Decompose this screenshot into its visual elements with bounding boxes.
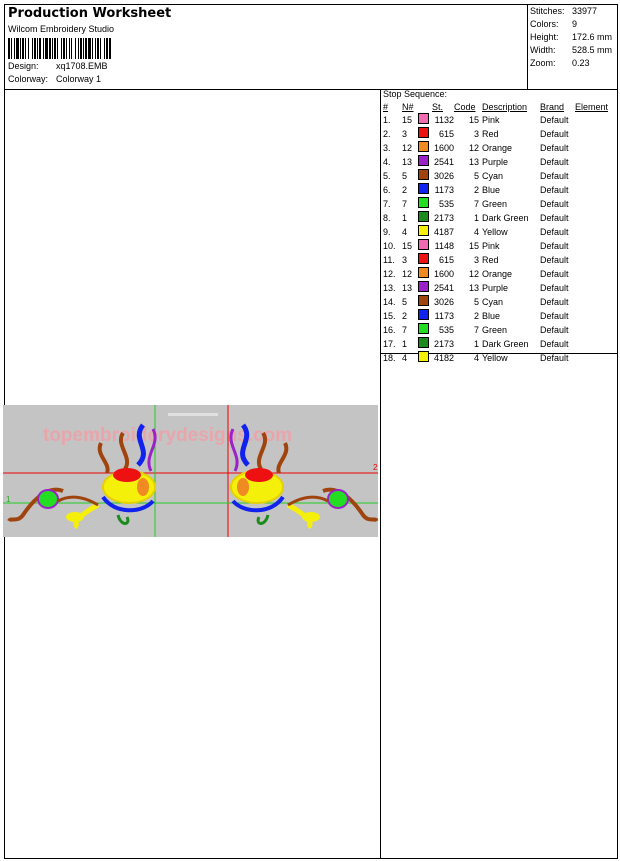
row-element (575, 281, 615, 295)
row-code: 3 (473, 254, 479, 265)
row-description: Yellow (482, 352, 508, 363)
row-element (575, 253, 615, 267)
stat-value: 528.5 mm (572, 45, 613, 55)
color-swatch-icon (418, 141, 429, 152)
color-swatch-icon (418, 323, 429, 334)
design-value: xq1708.EMB (56, 61, 108, 71)
stat-colors (530, 19, 577, 29)
table-row (381, 183, 615, 197)
row-needle: 1 (402, 212, 408, 223)
row-brand: Default (540, 170, 569, 181)
row-brand: Default (540, 114, 569, 125)
table-row (381, 113, 615, 127)
color-swatch-icon (418, 239, 429, 250)
color-swatch-icon (418, 225, 429, 236)
design-preview (5, 89, 381, 859)
row-brand: Default (540, 128, 569, 139)
row-index: 7. (383, 198, 391, 209)
row-code: 5 (473, 296, 479, 307)
row-stitches: 3026 (433, 296, 454, 307)
row-brand: Default (540, 212, 569, 223)
row-element (575, 141, 615, 155)
row-swatch (418, 211, 432, 225)
row-stitches: 1148 (434, 240, 454, 251)
row-stitches: 2541 (433, 282, 454, 293)
row-description: Pink (482, 114, 500, 125)
row-code: 12 (468, 268, 479, 279)
row-description: Red (482, 254, 499, 265)
table-row (381, 253, 615, 267)
row-stitches: 535 (438, 198, 454, 209)
row-stitches: 2173 (433, 338, 454, 349)
worksheet-header (5, 5, 617, 90)
row-swatch (418, 155, 432, 169)
color-swatch-icon (418, 309, 429, 320)
row-code: 2 (473, 310, 479, 321)
stop-sequence-panel (381, 89, 617, 363)
color-swatch-icon (418, 211, 429, 222)
table-row (381, 351, 615, 365)
row-swatch (418, 337, 432, 351)
stat-stitches (530, 6, 597, 16)
row-description: Orange (482, 268, 513, 279)
row-description: Red (482, 128, 499, 139)
row-index: 3. (383, 142, 391, 153)
row-description: Green (482, 324, 508, 335)
col-header-brand: Brand (540, 102, 565, 112)
col-header-swatch (418, 101, 432, 113)
row-index: 1. (383, 114, 391, 125)
row-index: 4. (383, 156, 391, 167)
row-brand: Default (540, 240, 569, 251)
row-stitches: 4187 (433, 226, 454, 237)
row-brand: Default (540, 324, 569, 335)
row-stitches: 4182 (433, 352, 454, 363)
row-stitches: 1173 (434, 184, 454, 195)
row-brand: Default (540, 296, 569, 307)
row-needle: 1 (402, 338, 408, 349)
color-swatch-icon (418, 127, 429, 138)
color-swatch-icon (418, 267, 429, 278)
row-description: Cyan (482, 170, 504, 181)
row-swatch (418, 253, 432, 267)
row-code: 13 (468, 282, 479, 293)
row-index: 14. (383, 296, 396, 307)
table-row (381, 197, 615, 211)
row-needle: 2 (402, 184, 408, 195)
row-swatch (418, 225, 432, 239)
stat-value: 33977 (572, 6, 598, 16)
barcode-graphic (8, 38, 136, 59)
row-brand: Default (540, 268, 569, 279)
row-description: Purple (482, 156, 509, 167)
colorway-value: Colorway 1 (56, 74, 102, 84)
row-swatch (418, 351, 432, 365)
software-name: Wilcom Embroidery Studio (8, 24, 115, 34)
row-element (575, 183, 615, 197)
row-swatch (418, 295, 432, 309)
row-swatch (418, 183, 432, 197)
row-stitches: 535 (438, 324, 454, 335)
row-index: 13. (383, 282, 396, 293)
row-needle: 15 (402, 114, 413, 125)
design-canvas (3, 405, 378, 537)
row-index: 9. (383, 226, 391, 237)
row-stitches: 3026 (433, 170, 454, 181)
marker-2: 2 (373, 463, 378, 472)
row-code: 12 (468, 142, 479, 153)
row-brand: Default (540, 282, 569, 293)
table-row (381, 337, 615, 351)
row-needle: 3 (402, 254, 408, 265)
row-swatch (418, 281, 432, 295)
table-row (381, 309, 615, 323)
row-brand: Default (540, 338, 569, 349)
table-row (381, 323, 615, 337)
row-description: Blue (482, 310, 501, 321)
stat-label: Zoom: (530, 58, 556, 68)
production-worksheet (4, 4, 618, 859)
col-header-needle: N# (402, 102, 414, 112)
row-index: 16. (383, 324, 396, 335)
row-needle: 13 (402, 156, 413, 167)
row-element (575, 323, 615, 337)
row-index: 8. (383, 212, 391, 223)
row-brand: Default (540, 156, 569, 167)
table-header-row (381, 101, 615, 113)
stop-sequence-table (381, 101, 615, 365)
stat-label: Colors: (530, 19, 559, 29)
stop-sequence-title: Stop Sequence: (383, 89, 448, 99)
row-swatch (418, 197, 432, 211)
col-header-description: Description (482, 102, 528, 112)
row-swatch (418, 141, 432, 155)
row-needle: 5 (402, 170, 408, 181)
row-element (575, 127, 615, 141)
stat-zoom (530, 58, 590, 68)
row-stitches: 615 (438, 254, 454, 265)
row-needle: 15 (402, 240, 413, 251)
row-code: 4 (473, 352, 479, 363)
row-description: Dark Green (482, 212, 529, 223)
row-stitches: 1173 (434, 310, 454, 321)
page-title: Production Worksheet (8, 6, 172, 21)
colorway-row (8, 74, 101, 84)
row-description: Cyan (482, 296, 504, 307)
row-brand: Default (540, 226, 569, 237)
row-element (575, 225, 615, 239)
row-index: 6. (383, 184, 391, 195)
row-brand: Default (540, 352, 569, 363)
row-index: 18. (383, 352, 396, 363)
marker-1: 1 (6, 495, 11, 504)
stat-width (530, 45, 612, 55)
embroidery-design-image (3, 405, 378, 537)
color-swatch-icon (418, 337, 429, 348)
stat-label: Width: (530, 45, 556, 55)
row-description: Dark Green (482, 338, 529, 349)
design-label: Design: (8, 61, 39, 71)
table-row (381, 239, 615, 253)
row-code: 3 (473, 128, 479, 139)
row-index: 10. (383, 240, 396, 251)
color-swatch-icon (418, 197, 429, 208)
color-swatch-icon (418, 113, 429, 124)
row-code: 1 (473, 338, 479, 349)
row-needle: 4 (402, 226, 408, 237)
table-row (381, 281, 615, 295)
row-stitches: 615 (438, 128, 454, 139)
row-needle: 7 (402, 324, 408, 335)
row-code: 5 (473, 170, 479, 181)
row-description: Yellow (482, 226, 508, 237)
row-brand: Default (540, 254, 569, 265)
row-swatch (418, 239, 432, 253)
color-swatch-icon (418, 281, 429, 292)
row-needle: 5 (402, 296, 408, 307)
row-element (575, 351, 615, 365)
design-row (8, 61, 108, 71)
colorway-label: Colorway: (8, 74, 49, 84)
table-row (381, 169, 615, 183)
row-element (575, 239, 615, 253)
row-brand: Default (540, 142, 569, 153)
row-code: 13 (468, 156, 479, 167)
watermark-text: topembroiderydesigns.com (43, 425, 293, 446)
row-code: 2 (473, 184, 479, 195)
row-element (575, 211, 615, 225)
row-needle: 4 (402, 352, 408, 363)
color-swatch-icon (418, 253, 429, 264)
row-code: 4 (473, 226, 479, 237)
stat-value: 9 (572, 19, 578, 29)
row-stitches: 2541 (433, 156, 454, 167)
row-brand: Default (540, 198, 569, 209)
col-header-element: Element (575, 102, 609, 112)
row-swatch (418, 267, 432, 281)
row-needle: 13 (402, 282, 413, 293)
row-index: 5. (383, 170, 391, 181)
row-index: 2. (383, 128, 391, 139)
row-needle: 7 (402, 198, 408, 209)
stat-label: Stitches: (530, 6, 565, 16)
row-element (575, 113, 615, 127)
col-header-code: Code (454, 102, 476, 112)
row-needle: 2 (402, 310, 408, 321)
row-description: Orange (482, 142, 513, 153)
row-stitches: 1600 (433, 268, 454, 279)
table-row (381, 127, 615, 141)
col-header-stitches: St. (432, 102, 444, 112)
row-needle: 3 (402, 128, 408, 139)
row-description: Pink (482, 240, 500, 251)
stat-value: 0.23 (572, 58, 590, 68)
row-swatch (418, 113, 432, 127)
row-element (575, 169, 615, 183)
table-row (381, 225, 615, 239)
row-code: 15 (468, 240, 479, 251)
row-index: 12. (383, 268, 396, 279)
row-element (575, 309, 615, 323)
table-row (381, 211, 615, 225)
row-code: 7 (473, 324, 479, 335)
row-stitches: 1600 (433, 142, 454, 153)
color-swatch-icon (418, 169, 429, 180)
col-header-index: # (383, 102, 389, 112)
stat-height (530, 32, 612, 42)
color-swatch-icon (418, 155, 429, 166)
row-swatch (418, 309, 432, 323)
row-brand: Default (540, 184, 569, 195)
row-needle: 12 (402, 142, 413, 153)
row-element (575, 295, 615, 309)
row-element (575, 197, 615, 211)
row-index: 17. (383, 338, 396, 349)
color-swatch-icon (418, 351, 429, 362)
row-index: 15. (383, 310, 396, 321)
table-row (381, 267, 615, 281)
row-element (575, 337, 615, 351)
row-element (575, 155, 615, 169)
color-swatch-icon (418, 295, 429, 306)
row-swatch (418, 127, 432, 141)
row-description: Purple (482, 282, 509, 293)
table-row (381, 141, 615, 155)
stats-panel (527, 5, 618, 89)
stat-label: Height: (530, 32, 559, 42)
row-code: 7 (473, 198, 479, 209)
table-row (381, 295, 615, 309)
row-swatch (418, 169, 432, 183)
row-brand: Default (540, 310, 569, 321)
stat-value: 172.6 mm (572, 32, 613, 42)
row-index: 11. (383, 254, 395, 265)
color-swatch-icon (418, 183, 429, 194)
row-stitches: 1132 (434, 114, 454, 125)
row-stitches: 2173 (433, 212, 454, 223)
row-description: Blue (482, 184, 501, 195)
row-code: 1 (473, 212, 479, 223)
row-swatch (418, 323, 432, 337)
row-description: Green (482, 198, 508, 209)
table-row (381, 155, 615, 169)
row-element (575, 267, 615, 281)
row-code: 15 (468, 114, 479, 125)
row-needle: 12 (402, 268, 413, 279)
